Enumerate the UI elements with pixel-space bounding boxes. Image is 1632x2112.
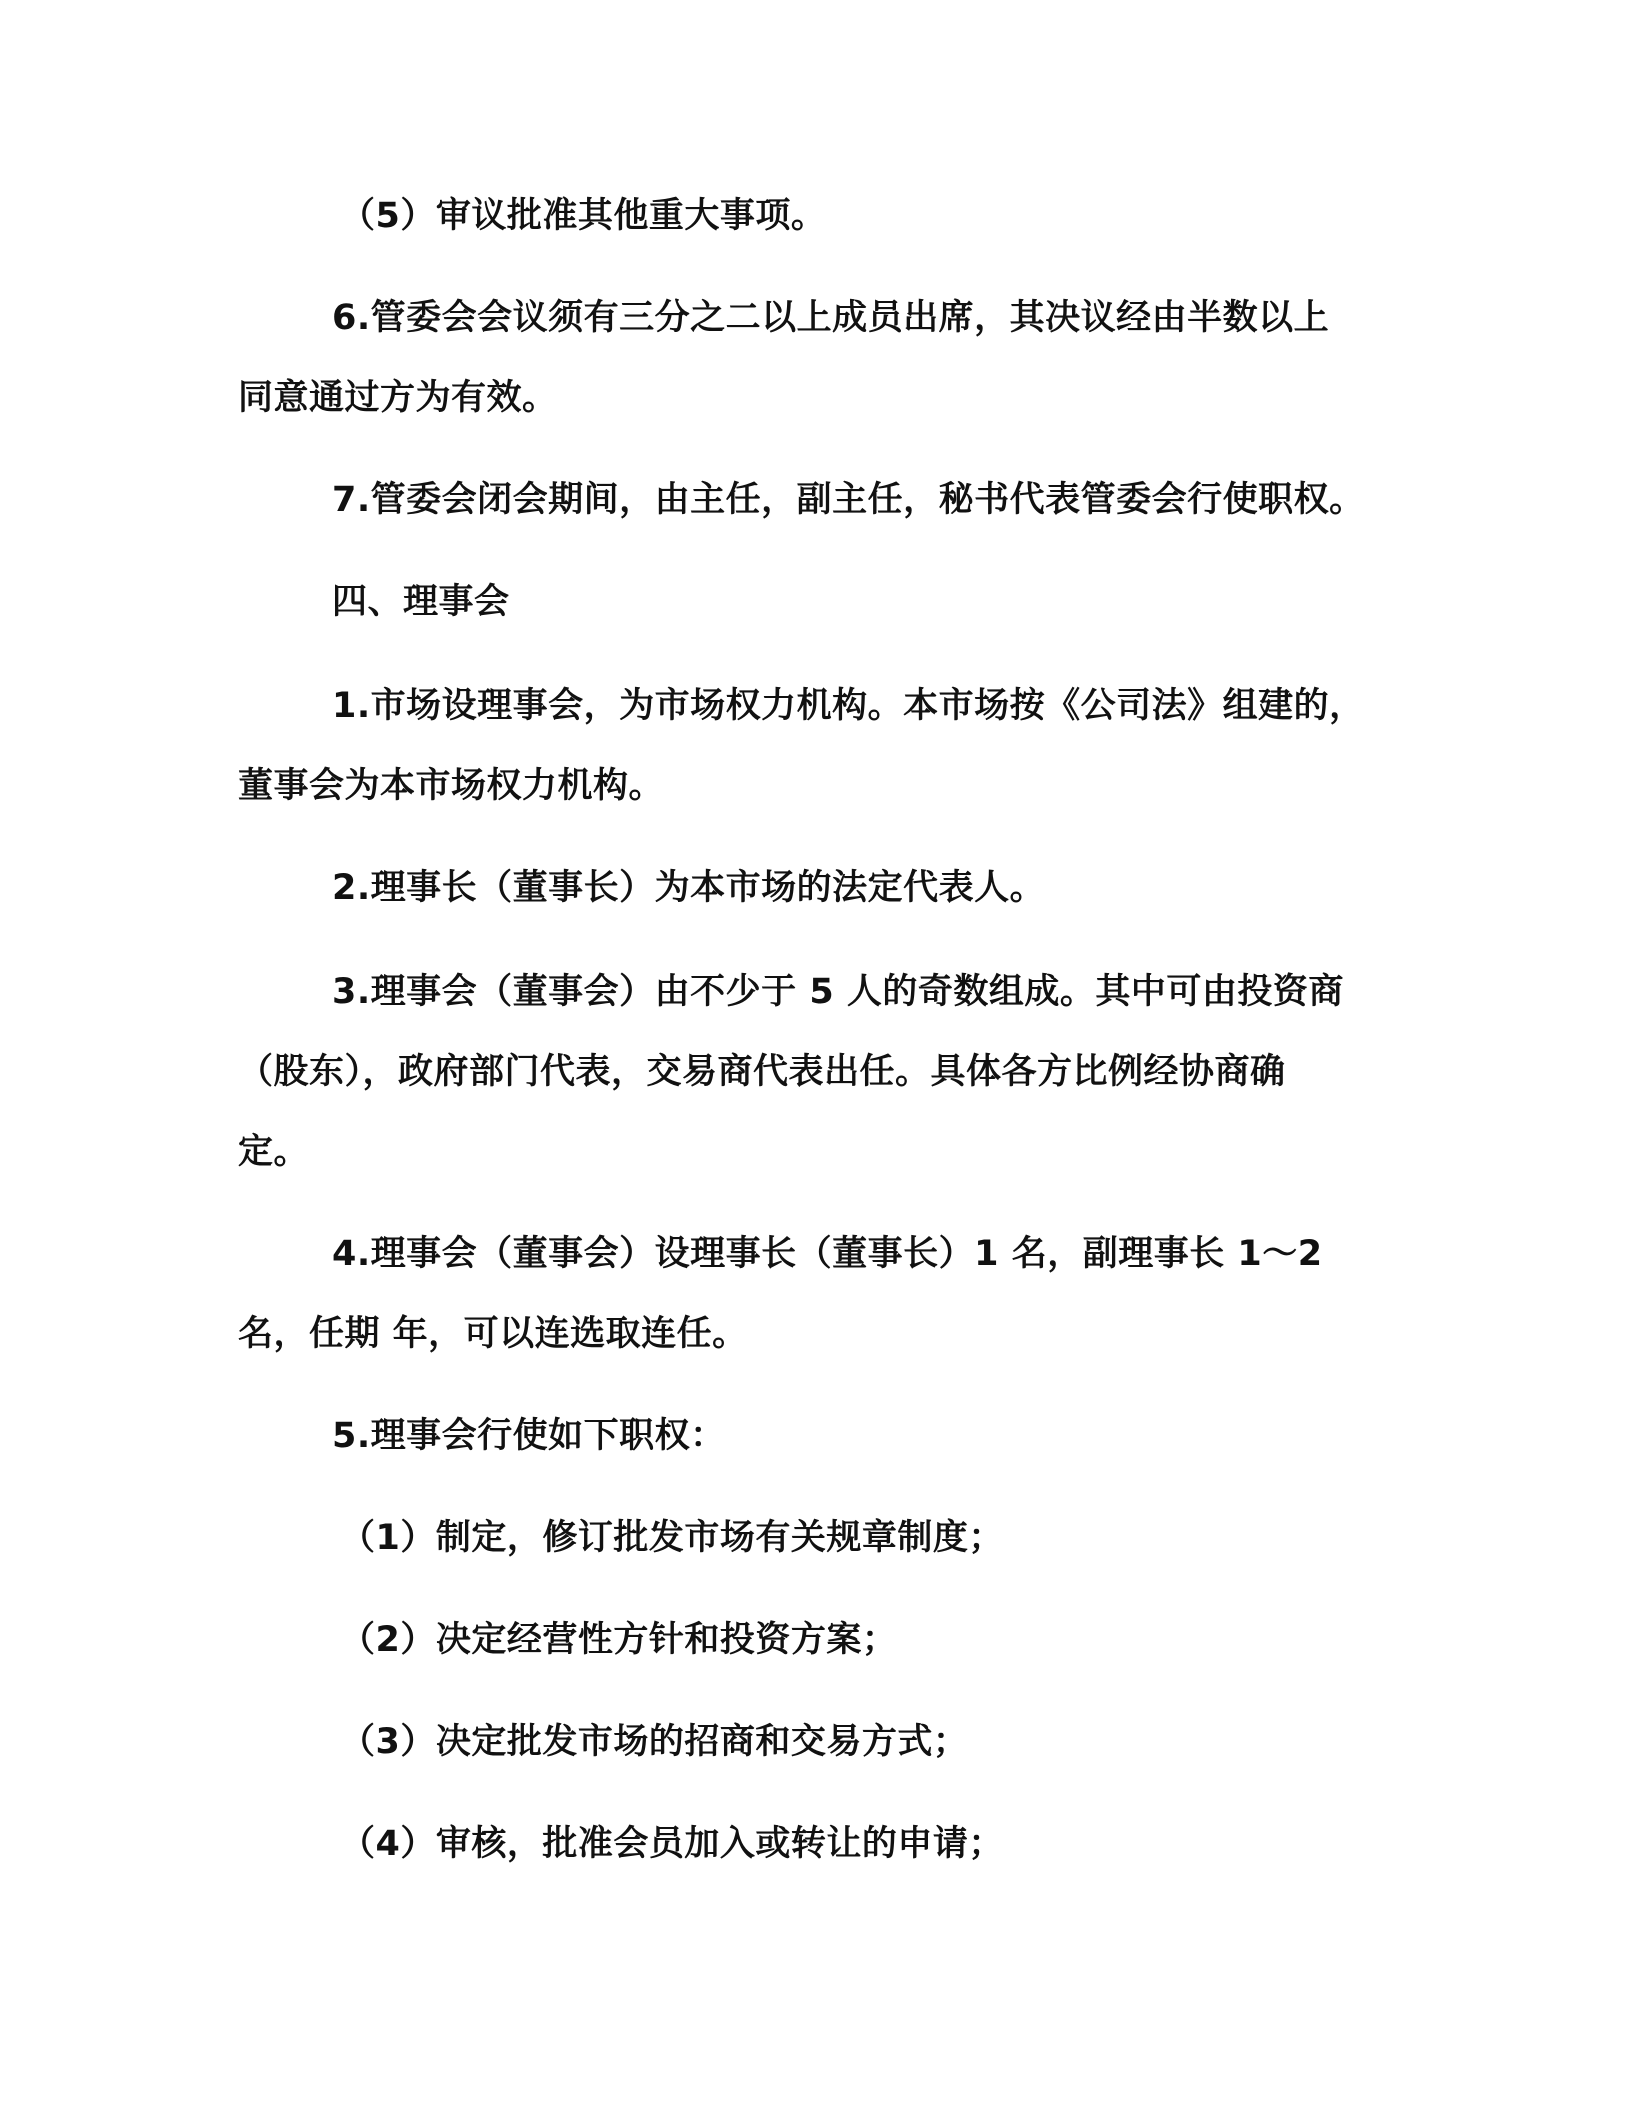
power-item-3: （3）决定批发市场的招商和交易方式；: [340, 1722, 969, 1762]
board-clause-4-line-1: 4.理事会（董事会）设理事长（董事长）1 名，副理事长 1～2: [332, 1234, 1323, 1274]
power-item-2: （2）决定经营性方针和投资方案；: [340, 1620, 898, 1660]
power-item-4: （4）审核，批准会员加入或转让的申请；: [340, 1824, 1004, 1864]
section-heading-board: 四、理事会: [332, 582, 510, 622]
board-clause-3-line-1: 3.理事会（董事会）由不少于 5 人的奇数组成。其中可由投资商: [332, 972, 1344, 1012]
board-clause-5: 5.理事会行使如下职权：: [332, 1416, 726, 1456]
board-clause-3-line-2: （股东），政府部门代表，交易商代表出任。具体各方比例经协商确: [238, 1052, 1286, 1092]
board-clause-1-line-2: 董事会为本市场权力机构。: [238, 766, 665, 806]
clause-6-line-2: 同意通过方为有效。: [238, 378, 558, 418]
board-clause-4-line-2: 名，任期 年，可以连选取连任。: [238, 1314, 748, 1354]
clause-6-line-1: 6.管委会会议须有三分之二以上成员出席，其决议经由半数以上: [332, 298, 1330, 338]
board-clause-1-line-1: 1.市场设理事会，为市场权力机构。本市场按《公司法》组建的，: [332, 686, 1365, 726]
board-clause-3-line-3: 定。: [238, 1132, 310, 1172]
board-clause-2: 2.理事长（董事长）为本市场的法定代表人。: [332, 868, 1046, 908]
power-item-1: （1）制定，修订批发市场有关规章制度；: [340, 1518, 1004, 1558]
item-5-review-major-matters: （5）审议批准其他重大事项。: [340, 196, 827, 236]
clause-7: 7.管委会闭会期间，由主任，副主任，秘书代表管委会行使职权。: [332, 480, 1365, 520]
